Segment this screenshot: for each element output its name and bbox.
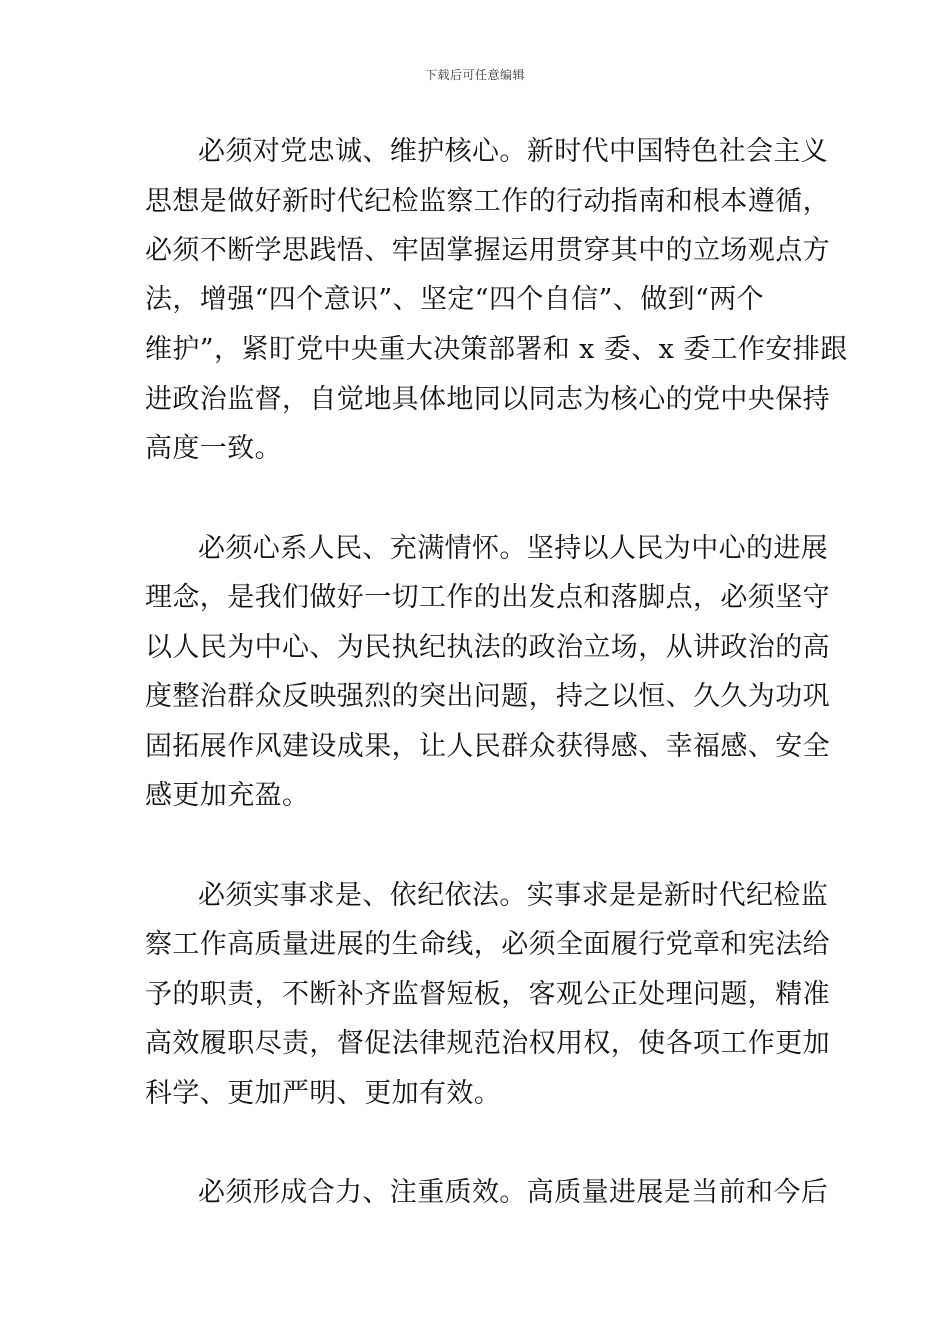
paragraph-3-line-3: 予的职责，不断补齐监督短板，客观公正处理问题，精准 [145,979,830,1010]
paragraph-2-line-5: 固拓展作风建设成果，让人民群众获得感、幸福感、安全 [145,731,830,762]
paragraph-1-line-4: 法，增强“四个意识”、坚定“四个自信”、做到“两个 [145,284,765,315]
paragraph-2-line-4: 度整治群众反映强烈的突出问题，持之以恒、久久为功巩 [145,681,830,712]
paragraph-3-line-5: 科学、更加严明、更加有效。 [145,1078,502,1109]
paragraph-1-line-3: 必须不断学思践悟、牢固掌握运用贯穿其中的立场观点方 [145,235,830,266]
paragraph-1-line-5: 维护”，紧盯党中央重大决策部署和 x 委、x 委工作安排跟 [145,334,848,365]
paragraph-2-line-3: 以人民为中心、为民执纪执法的政治立场，从讲政治的高 [145,632,830,663]
paragraph-2-line-2: 理念，是我们做好一切工作的出发点和落脚点，必须坚守 [145,582,830,613]
paragraph-1-line-1: 必须对党忠诚、维护核心。新时代中国特色社会主义 [198,136,829,167]
paragraph-2-line-1: 必须心系人民、充满情怀。坚持以人民为中心的进展 [198,533,829,564]
paragraph-1-line-6: 进政治监督，自觉地具体地同以同志为核心的党中央保持 [145,384,830,415]
paragraph-3-line-4: 高效履职尽责，督促法律规范治权用权，使各项工作更加 [145,1028,830,1059]
paragraph-1-line-2: 思想是做好新时代纪检监察工作的行动指南和根本遵循， [145,186,830,217]
paragraph-1-line-7: 高度一致。 [145,433,282,464]
paragraph-2-line-6: 感更加充盈。 [145,780,310,811]
paragraph-3-line-1: 必须实事求是、依纪依法。实事求是是新时代纪检监 [198,880,829,911]
page-header: 下载后可任意编辑 [424,68,525,82]
paragraph-3-line-2: 察工作高质量进展的生命线，必须全面履行党章和宪法给 [145,929,830,960]
paragraph-4-line-1: 必须形成合力、注重质效。高质量进展是当前和今后 [198,1177,829,1208]
